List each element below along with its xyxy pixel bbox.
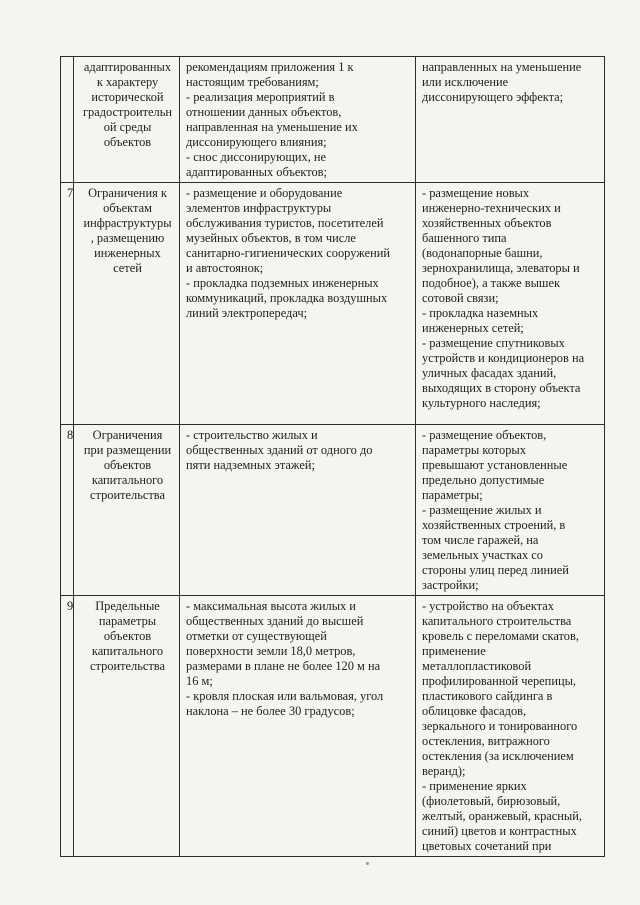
allowed-activities: - строительство жилых и общественных зданий от одного до пяти надземных этажей; [180,425,416,596]
regulations-table [60,56,605,857]
table-row [61,425,605,596]
table-row [61,596,605,857]
restriction-name: Ограничения при размещении объектов капитального строительства [74,425,180,596]
scan-speck [366,862,369,865]
row-number: 8 [61,425,74,596]
forbidden-activities: направленных на уменьшение или исключение диссонирующего эффекта; [416,57,605,183]
forbidden-activities: - размещение объектов, параметры которых превышают установленные предельно допустимые параметры; - размещение жилых и хозяйственных строений, в том числе гаражей, на земельных участках со стороны улиц перед линией застройки; [416,425,605,596]
table-row [61,57,605,183]
table-row [61,183,605,425]
forbidden-activities: - устройство на объектах капитального строительства кровель с переломами скатов, применение металлопластиковой профилированной черепицы, пластикового сайдинга в облицовке фасадов, зеркального и тонированного остекления, витражного остекления (за исключением веранд); - применение ярких (фиолетовый, бирюзовый, желтый, оранжевый, красный, синий) цветов и контрастных цветовых сочетаний при [416,596,605,857]
restriction-name: Предельные параметры объектов капитального строительства [74,596,180,857]
restriction-name: адаптированных к характеру исторической градостроительн ой среды объектов [74,57,180,183]
allowed-activities: - максимальная высота жилых и общественных зданий до высшей отметки от существующей поверхности земли 18,0 метров, размерами в плане не более 120 м на 16 м; - кровля плоская или вальмовая, угол наклона – не более 30 градусов; [180,596,416,857]
row-number [61,57,74,183]
row-number: 9 [61,596,74,857]
allowed-activities: - размещение и оборудование элементов инфраструктуры обслуживания туристов, посетителей музейных объектов, в том числе санитарно-гигиенических сооружений и автостоянок; - прокладка подземных инженерных коммуникаций, прокладка воздушных линий электропередач; [180,183,416,425]
allowed-activities: рекомендациям приложения 1 к настоящим требованиям; - реализация мероприятий в отношении данных объектов, направленная на уменьшение их диссонирующего влияния; - снос диссонирующих, не адаптированных объектов; [180,57,416,183]
forbidden-activities: - размещение новых инженерно-технических и хозяйственных объектов башенного типа (водонапорные башни, зернохранилища, элеваторы и подобное), а также вышек сотовой связи; - прокладка наземных инженерных сетей; - размещение спутниковых устройств и кондиционеров на уличных фасадах зданий, выходящих в сторону объекта культурного наследия; [416,183,605,425]
restriction-name: Ограничения к объектам инфраструктуры , размещению инженерных сетей [74,183,180,425]
row-number: 7 [61,183,74,425]
